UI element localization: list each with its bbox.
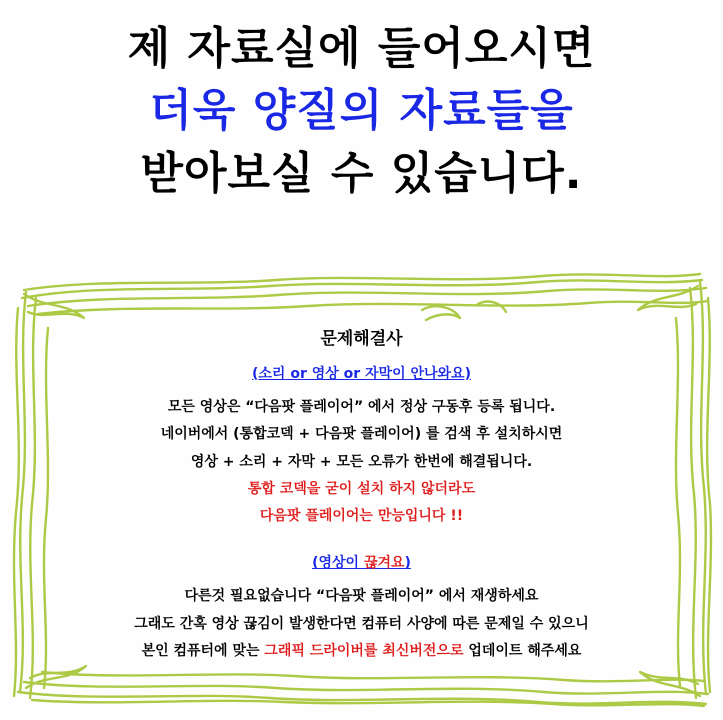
headline-line-1: 제 자료실에 들어오시면 xyxy=(127,23,596,74)
section1-line-3: 영상 + 소리 + 자막 + 모든 오류가 한번에 해결됩니다. xyxy=(190,453,533,470)
section2-heading-accent: 끊겨요 xyxy=(363,555,405,572)
section2-line-1: 다른것 필요없습니다 “다음팟 플레이어” 에서 재생하세요 xyxy=(184,588,539,605)
section1-heading: (소리 or 영상 or 자막이 안나와요) xyxy=(252,366,471,382)
section2-line-3 xyxy=(48,638,675,665)
section2-heading-prefix: (영상이 xyxy=(312,555,364,572)
note-frame xyxy=(8,268,715,708)
section2-heading xyxy=(48,552,675,572)
section2-line-2: 그래도 간혹 영상 끊김이 발생한다면 컴퓨터 사양에 따른 문제일 수 있으니 xyxy=(134,615,589,632)
section1-line-2: 네이버에서 (통합코덱 + 다음팟 플레이어) 를 검색 후 설치하시면 xyxy=(160,426,563,443)
section1-line-4: 통합 코덱을 굳이 설치 하지 않더라도 xyxy=(247,480,476,497)
headline-line-3: 받아보실 수 있습니다. xyxy=(140,147,583,199)
note-content xyxy=(8,268,715,708)
note-title: 문제해결사 xyxy=(320,329,403,349)
headline-block xyxy=(0,0,723,205)
section2-last-accent: 그래픽 드라이버를 최신버전으로 xyxy=(264,643,464,660)
section2-last-prefix: 본인 컴퓨터에 맞는 xyxy=(141,643,265,660)
section-divider xyxy=(48,530,675,552)
section1-line-5: 다음팟 플레이어는 만능입니다 !! xyxy=(259,508,464,525)
section2-last-suffix: 업데이트 해주세요 xyxy=(463,643,582,660)
section1-line-1: 모든 영상은 “다음팟 플레이어” 에서 정상 구동후 등록 됩니다. xyxy=(167,399,556,415)
section2-heading-suffix: ) xyxy=(404,555,411,572)
headline-line-2: 더욱 양질의 자료들을 xyxy=(149,85,574,137)
